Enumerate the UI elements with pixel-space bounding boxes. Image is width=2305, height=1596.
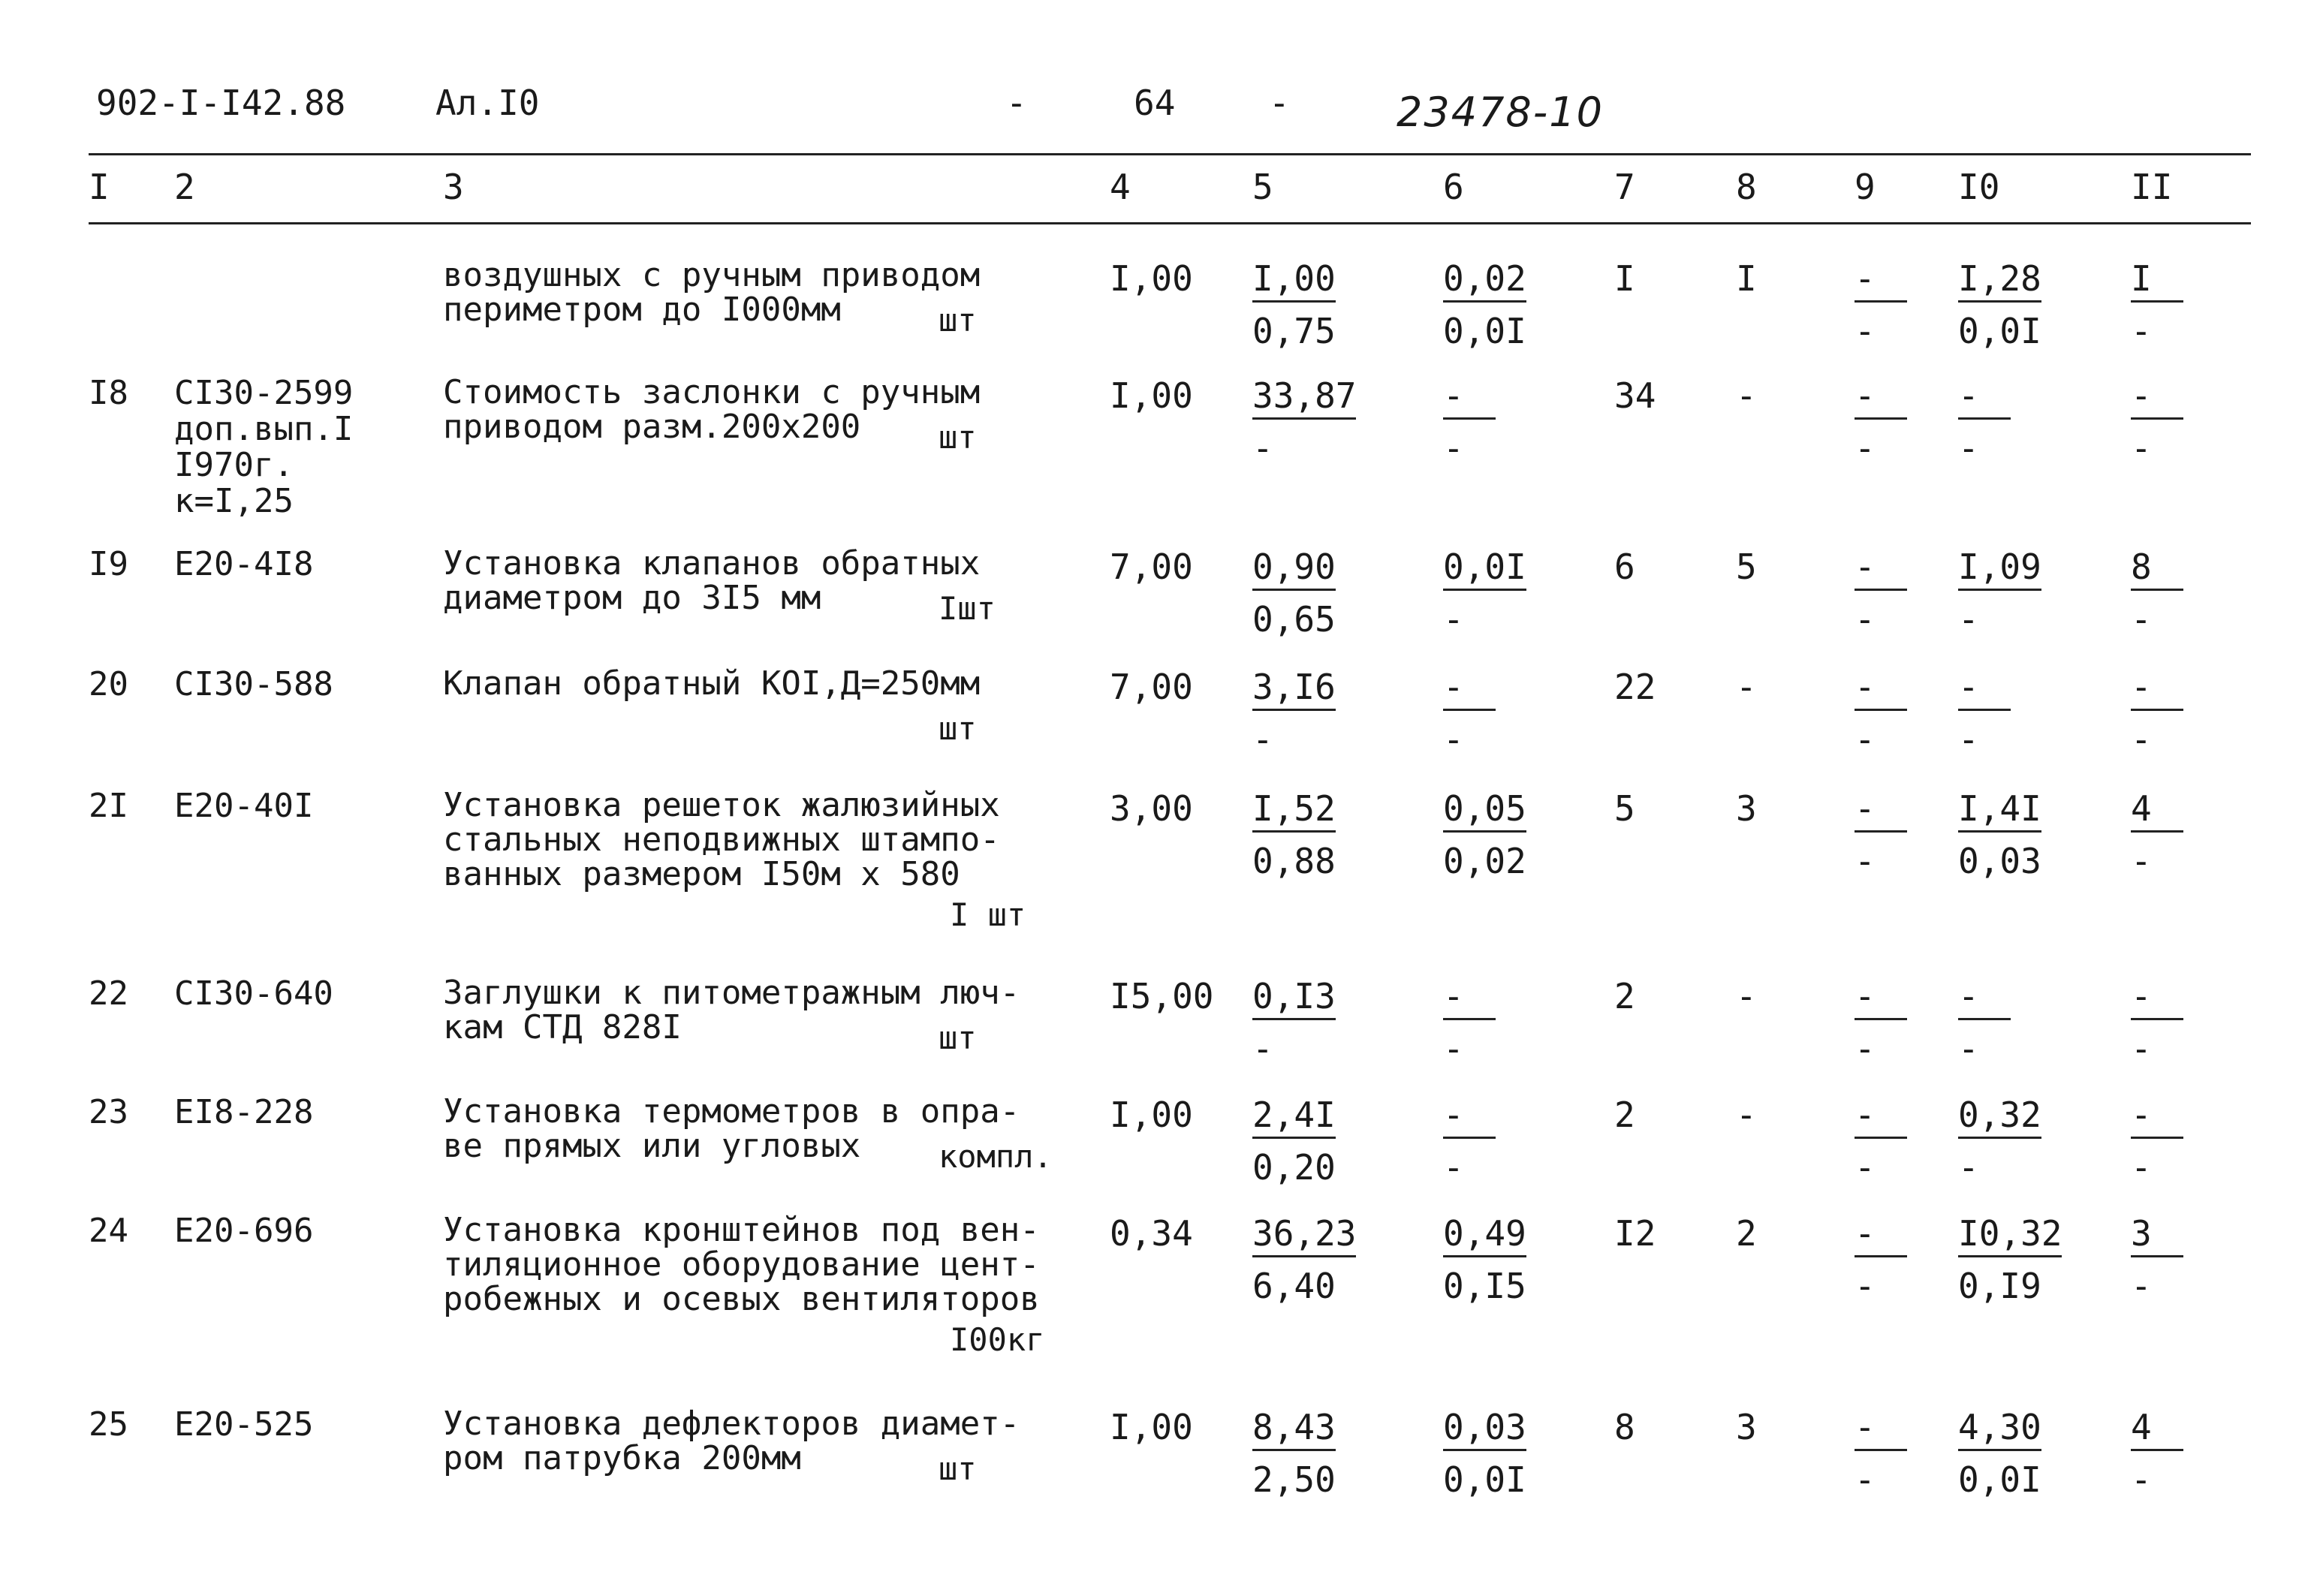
col11-value-top-value: - [2131,1095,2183,1139]
top-rule [89,153,2251,155]
wage-cost-top [1443,375,1496,420]
col11-value-top-value: 4 [2131,788,2183,833]
labour-value-top-value: 4,30 [1958,1407,2041,1451]
unit-label: I шт [950,896,1026,933]
col8-value: 3 [1736,788,1757,829]
sheet-label: Ал.I0 [435,83,540,123]
unit-cost-top [1252,976,1336,1020]
labour-value-top [1958,788,2041,833]
labour-value-top [1958,375,2011,420]
row-number: I8 [89,374,128,412]
unit-label: Iшт [939,590,996,627]
col11-value-bottom: - [2131,841,2152,881]
col11-value-bottom: - [2131,1459,2152,1500]
labour-value-bottom: 0,0I [1958,311,2041,351]
wage-cost-top-value: 0,02 [1443,258,1526,303]
column-header: 6 [1443,167,1464,207]
unit-cost-top [1252,667,1336,711]
unit-cost-bottom: 6,40 [1252,1266,1336,1306]
unit-cost-top [1252,258,1336,303]
column-header: 2 [174,167,195,207]
unit-cost-top-value: 2,4I [1252,1095,1336,1139]
unit-cost-top-value: 0,I3 [1252,976,1336,1020]
column-header: 9 [1855,167,1876,207]
col9-value-bottom: - [1855,428,1876,468]
labour-value-top [1958,1407,2041,1451]
unit-label: шт [939,710,977,747]
col9-value-top-value: - [1855,258,1907,303]
col11-value-top-value: - [2131,976,2183,1020]
col8-value: - [1736,375,1757,416]
col11-value-top [2131,1213,2183,1257]
unit-cost-bottom: 2,50 [1252,1459,1336,1500]
col9-value-top [1855,375,1907,420]
col8-value: - [1736,976,1757,1016]
quantity: 7,00 [1110,547,1193,587]
unit-cost-top [1252,547,1336,591]
unit-cost-bottom: 0,75 [1252,311,1336,351]
labour-value-bottom: - [1958,719,1979,760]
quantity: 3,00 [1110,788,1193,829]
col7-value: 5 [1614,788,1635,829]
wage-cost-top-value: - [1443,976,1496,1020]
labour-value-top [1958,667,2011,711]
col11-value-bottom: - [2131,1147,2152,1188]
col7-value: 22 [1614,667,1656,707]
col9-value-top [1855,1213,1907,1257]
col8-value: I [1736,258,1757,299]
col9-value-top-value: - [1855,667,1907,711]
wage-cost-top-value: 0,03 [1443,1407,1526,1451]
wage-cost-bottom: - [1443,719,1464,760]
wage-cost-bottom: - [1443,1147,1464,1188]
col9-value-top [1855,788,1907,833]
unit-cost-top-value: 0,90 [1252,547,1336,591]
col9-value-top-value: - [1855,1407,1907,1451]
unit-cost-top-value: I,00 [1252,258,1336,303]
work-description: Установка решеток жалюзийных стальных неподвижных штампо- ванных размером I50м x 580 [443,786,1000,893]
rate-code: E20-40I [174,787,314,825]
col9-value-top-value: - [1855,1213,1907,1257]
rate-code: CI30-588 [174,665,333,703]
unit-cost-bottom: - [1252,428,1273,468]
col11-value-bottom: - [2131,1266,2152,1306]
labour-value-top-value: - [1958,667,2011,711]
column-header: I [89,167,110,207]
unit-label: шт [939,1019,977,1056]
col7-value: I [1614,258,1635,299]
col9-value-top [1855,1407,1907,1451]
col9-value-top [1855,258,1907,303]
handwritten-number: 23478-10 [1397,89,1604,136]
quantity: I,00 [1110,1407,1193,1447]
unit-cost-top [1252,1095,1336,1139]
column-header: 7 [1614,167,1635,207]
labour-value-top [1958,547,2041,591]
work-description: Установка дефлекторов диамет- ром патрубка 200мм [443,1405,1020,1477]
col11-value-top [2131,976,2183,1020]
work-description: Установка кронштейнов под вен- тиляционное оборудование цент- робежных и осевых вентиляторов [443,1211,1040,1318]
unit-cost-top [1252,1213,1356,1257]
col11-value-bottom: - [2131,1028,2152,1069]
labour-value-top-value: 0,32 [1958,1095,2041,1139]
wage-cost-top-value: - [1443,375,1496,420]
col9-value-bottom: - [1855,311,1876,351]
col9-value-bottom: - [1855,1459,1876,1500]
wage-cost-top [1443,788,1526,833]
quantity: I5,00 [1110,976,1214,1016]
labour-value-top-value: I,09 [1958,547,2041,591]
labour-value-bottom: - [1958,1028,1979,1069]
col8-value: - [1736,667,1757,707]
col8-value: 3 [1736,1407,1757,1447]
wage-cost-top [1443,547,1526,591]
col9-value-top [1855,667,1907,711]
labour-value-bottom: 0,I9 [1958,1266,2041,1306]
wage-cost-top [1443,667,1496,711]
wage-cost-top-value: - [1443,1095,1496,1139]
unit-label: I00кг [950,1321,1045,1358]
labour-value-top-value: I,4I [1958,788,2041,833]
unit-cost-top [1252,788,1336,833]
page-number: 64 [1134,83,1176,123]
col9-value-bottom: - [1855,1028,1876,1069]
work-description: Установка клапанов обратных диаметром до 3I5 мм [443,544,981,617]
unit-label: шт [939,302,977,339]
labour-value-top [1958,1213,2062,1257]
quantity: I,00 [1110,1095,1193,1135]
column-header: 8 [1736,167,1757,207]
work-description: Стоимость заслонки с ручным приводом разм.200x200 [443,373,981,446]
unit-label: шт [939,419,977,456]
col11-value-bottom: - [2131,599,2152,640]
wage-cost-bottom: 0,02 [1443,841,1526,881]
col9-value-top-value: - [1855,976,1907,1020]
row-number: 22 [89,974,128,1013]
unit-cost-top [1252,375,1356,420]
wage-cost-top [1443,1095,1496,1139]
quantity: I,00 [1110,258,1193,299]
unit-cost-bottom: 0,65 [1252,599,1336,640]
col7-value: 34 [1614,375,1656,416]
col8-value: - [1736,1095,1757,1135]
col9-value-top-value: - [1855,788,1907,833]
wage-cost-top-value: 0,49 [1443,1213,1526,1257]
wage-cost-bottom: - [1443,1028,1464,1069]
work-description: Заглушки к питометражным люч- кам СТД 828I [443,974,1020,1046]
labour-value-top-value: I,28 [1958,258,2041,303]
labour-value-bottom: 0,0I [1958,1459,2041,1500]
header-rule [89,222,2251,224]
col8-value: 2 [1736,1213,1757,1254]
labour-value-top-value: - [1958,976,2011,1020]
col9-value-top-value: - [1855,547,1907,591]
unit-cost-top-value: I,52 [1252,788,1336,833]
unit-cost-top-value: 36,23 [1252,1213,1356,1257]
labour-value-bottom: - [1958,599,1979,640]
row-number: 24 [89,1212,128,1250]
col7-value: I2 [1614,1213,1656,1254]
doc-code: 902-I-I42.88 [96,83,346,123]
column-header: II [2131,167,2173,207]
col9-value-bottom: - [1855,599,1876,640]
col9-value-bottom: - [1855,841,1876,881]
rate-code: E20-4I8 [174,545,314,583]
col11-value-top [2131,258,2183,303]
wage-cost-top-value: - [1443,667,1496,711]
col11-value-top [2131,375,2183,420]
rate-code: E20-696 [174,1212,314,1250]
column-header: 3 [443,167,464,207]
row-number: 20 [89,665,128,703]
unit-cost-bottom: - [1252,1028,1273,1069]
col9-value-top [1855,547,1907,591]
col11-value-top [2131,667,2183,711]
col11-value-top-value: 4 [2131,1407,2183,1451]
col9-value-top [1855,1095,1907,1139]
labour-value-bottom: 0,03 [1958,841,2041,881]
col11-value-top-value: 8 [2131,547,2183,591]
rate-code: E20-525 [174,1405,314,1444]
quantity: I,00 [1110,375,1193,416]
quantity: 7,00 [1110,667,1193,707]
col11-value-top-value: - [2131,375,2183,420]
col11-value-top-value: - [2131,667,2183,711]
column-header: 5 [1252,167,1273,207]
labour-value-top-value: - [1958,375,2011,420]
rate-code: EI8-228 [174,1093,314,1131]
wage-cost-top [1443,1407,1526,1451]
wage-cost-bottom: 0,0I [1443,1459,1526,1500]
labour-value-top-value: I0,32 [1958,1213,2062,1257]
wage-cost-bottom: 0,I5 [1443,1266,1526,1306]
row-number: 25 [89,1405,128,1444]
labour-value-top [1958,258,2041,303]
quantity: 0,34 [1110,1213,1193,1254]
col11-value-top [2131,1407,2183,1451]
wage-cost-top-value: 0,0I [1443,547,1526,591]
column-header: I0 [1958,167,2000,207]
col7-value: 2 [1614,976,1635,1016]
col9-value-top-value: - [1855,375,1907,420]
header-dash-left: - [1006,83,1027,123]
col9-value-bottom: - [1855,1266,1876,1306]
wage-cost-top [1443,258,1526,303]
row-number: I9 [89,545,128,583]
unit-cost-bottom: 0,88 [1252,841,1336,881]
labour-value-bottom: - [1958,428,1979,468]
unit-cost-top-value: 8,43 [1252,1407,1336,1451]
col9-value-bottom: - [1855,1147,1876,1188]
labour-value-top [1958,976,2011,1020]
work-description: Клапан обратный КОI,Д=250мм [443,664,981,703]
unit-cost-top [1252,1407,1336,1451]
labour-value-bottom: - [1958,1147,1979,1188]
col11-value-bottom: - [2131,428,2152,468]
col8-value: 5 [1736,547,1757,587]
work-description: воздушных с ручным приводом периметром до I000мм [443,256,981,329]
wage-cost-top-value: 0,05 [1443,788,1526,833]
col11-value-top [2131,788,2183,833]
rate-code: CI30-2599 доп.вып.I I970г. к=I,25 [174,374,354,520]
col11-value-bottom: - [2131,719,2152,760]
col7-value: 8 [1614,1407,1635,1447]
col11-value-top-value: I [2131,258,2183,303]
header-dash-right: - [1269,83,1290,123]
col11-value-bottom: - [2131,311,2152,351]
unit-cost-top-value: 3,I6 [1252,667,1336,711]
col9-value-top-value: - [1855,1095,1907,1139]
col11-value-top-value: 3 [2131,1213,2183,1257]
work-description: Установка термометров в опра- ве прямых или угловых [443,1092,1020,1165]
wage-cost-bottom: - [1443,599,1464,640]
unit-label: компл. [939,1138,1053,1175]
unit-cost-bottom: 0,20 [1252,1147,1336,1188]
rate-code: CI30-640 [174,974,333,1013]
column-header: 4 [1110,167,1131,207]
wage-cost-bottom: - [1443,428,1464,468]
col11-value-top [2131,547,2183,591]
wage-cost-bottom: 0,0I [1443,311,1526,351]
col11-value-top [2131,1095,2183,1139]
labour-value-top [1958,1095,2041,1139]
col9-value-top [1855,976,1907,1020]
row-number: 2I [89,787,128,825]
wage-cost-top [1443,1213,1526,1257]
wage-cost-top [1443,976,1496,1020]
row-number: 23 [89,1093,128,1131]
col7-value: 2 [1614,1095,1635,1135]
unit-cost-bottom: - [1252,719,1273,760]
unit-label: шт [939,1450,977,1487]
col7-value: 6 [1614,547,1635,587]
unit-cost-top-value: 33,87 [1252,375,1356,420]
col9-value-bottom: - [1855,719,1876,760]
